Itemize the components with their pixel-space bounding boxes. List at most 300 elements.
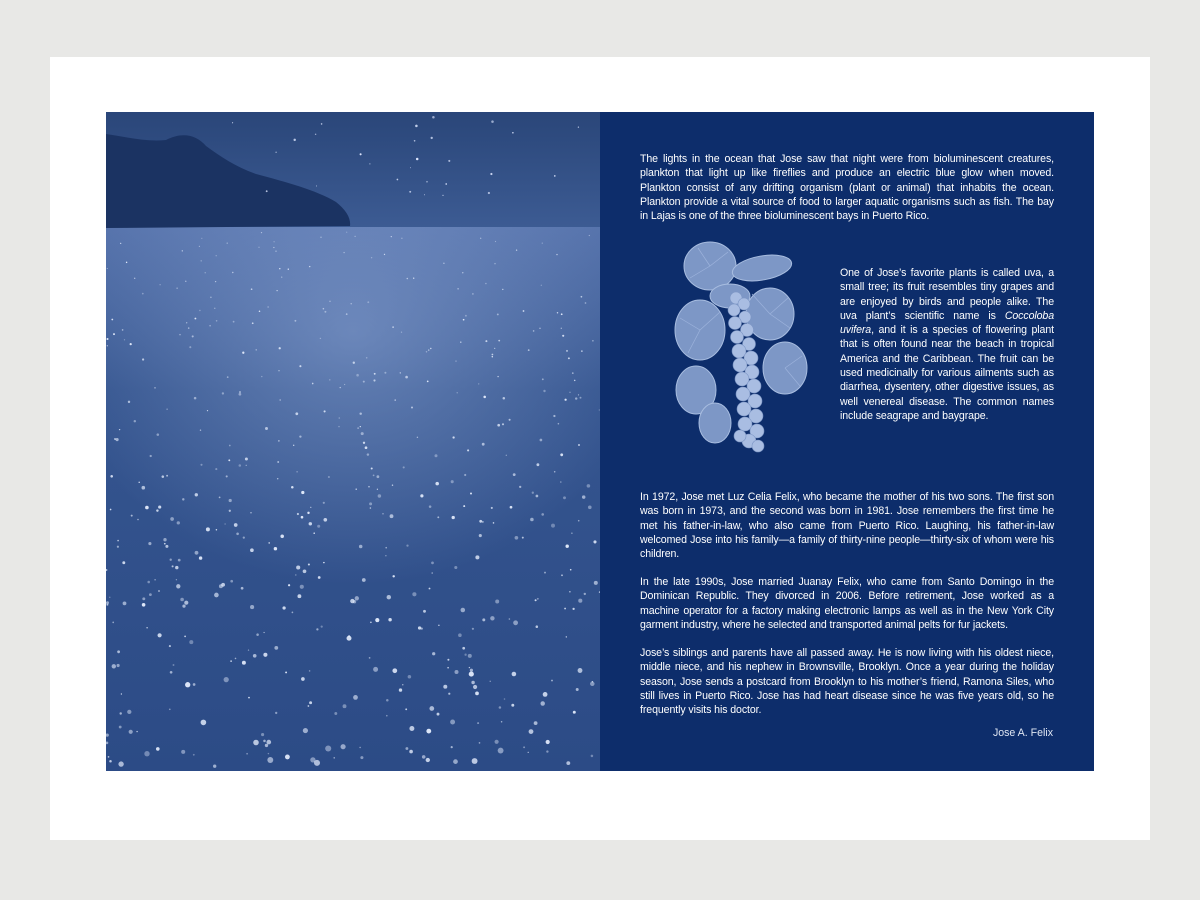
water-sparkle <box>363 381 365 383</box>
water-sparkle <box>245 458 248 461</box>
water-sparkle <box>460 341 461 342</box>
water-sparkle <box>334 712 337 715</box>
water-sparkle <box>185 682 190 687</box>
water-sparkle <box>453 759 458 764</box>
water-sparkle <box>363 442 365 444</box>
water-sparkle <box>110 475 113 478</box>
water-sparkle <box>277 478 278 479</box>
water-sparkle <box>478 383 479 384</box>
water-sparkle <box>177 521 180 524</box>
water-sparkle <box>110 509 112 511</box>
water-sparkle <box>582 495 585 498</box>
water-sparkle <box>370 622 372 624</box>
water-sparkle <box>519 486 521 488</box>
water-sparkle <box>495 740 499 744</box>
water-sparkle <box>516 249 517 250</box>
water-sparkle <box>387 595 391 599</box>
water-sparkle <box>117 540 119 542</box>
water-sparkle <box>122 329 124 331</box>
water-sparkle <box>109 760 112 763</box>
water-sparkle <box>313 532 315 534</box>
water-sparkle <box>482 521 484 523</box>
water-sparkle <box>310 507 311 508</box>
water-sparkle <box>483 396 486 399</box>
water-sparkle <box>230 580 233 583</box>
water-sparkle <box>490 616 494 620</box>
water-sparkle <box>589 235 590 236</box>
water-sparkle <box>472 293 474 295</box>
water-sparkle <box>539 328 540 329</box>
water-sparkle <box>452 516 455 519</box>
water-sparkle <box>482 443 485 446</box>
water-sparkle <box>418 626 421 629</box>
water-sparkle <box>477 722 479 724</box>
star <box>415 125 418 128</box>
water-sparkle <box>265 744 268 747</box>
water-sparkle <box>119 726 122 729</box>
water-sparkle <box>592 340 594 342</box>
water-sparkle <box>494 263 496 265</box>
water-sparkle <box>107 268 108 269</box>
water-sparkle <box>572 372 574 374</box>
water-sparkle <box>429 588 431 590</box>
water-sparkle <box>303 728 308 733</box>
water-sparkle <box>458 633 462 637</box>
water-sparkle <box>134 420 136 422</box>
water-sparkle <box>560 481 562 483</box>
water-sparkle <box>279 347 281 349</box>
water-sparkle <box>275 251 276 252</box>
water-sparkle <box>523 310 525 312</box>
water-sparkle <box>236 532 239 535</box>
water-sparkle <box>165 545 168 548</box>
water-sparkle <box>367 301 369 303</box>
water-sparkle <box>566 761 570 765</box>
water-sparkle <box>226 475 228 477</box>
water-sparkle <box>569 392 570 393</box>
water-sparkle <box>265 427 268 430</box>
water-sparkle <box>546 740 550 744</box>
water-sparkle <box>307 512 309 514</box>
water-sparkle <box>502 423 504 425</box>
star <box>442 195 443 196</box>
star <box>315 134 316 135</box>
star <box>266 190 268 192</box>
water-sparkle <box>291 486 294 489</box>
water-sparkle <box>429 505 432 508</box>
water-sparkle <box>473 685 477 689</box>
water-sparkle <box>385 555 386 556</box>
water-sparkle <box>566 636 567 637</box>
water-sparkle <box>279 399 281 401</box>
water-sparkle <box>413 278 414 279</box>
water-sparkle <box>513 620 518 625</box>
water-sparkle <box>259 311 261 313</box>
water-sparkle <box>173 664 175 666</box>
water-sparkle <box>528 752 529 753</box>
water-sparkle <box>205 272 206 273</box>
water-sparkle <box>359 747 360 748</box>
water-sparkle <box>288 584 290 586</box>
water-sparkle <box>576 688 579 691</box>
water-sparkle <box>451 746 453 748</box>
water-sparkle <box>534 721 538 725</box>
water-sparkle <box>457 288 459 290</box>
water-sparkle <box>377 475 380 478</box>
water-sparkle <box>233 321 235 323</box>
water-sparkle <box>206 527 210 531</box>
water-sparkle <box>455 360 456 361</box>
water-sparkle <box>554 471 556 473</box>
water-sparkle <box>591 755 594 758</box>
water-sparkle <box>268 753 269 754</box>
water-sparkle <box>494 348 495 349</box>
water-sparkle <box>324 410 326 412</box>
water-sparkle <box>475 555 479 559</box>
water-sparkle <box>438 625 439 626</box>
water-sparkle <box>513 473 516 476</box>
water-sparkle <box>261 376 262 377</box>
water-sparkle <box>157 433 160 436</box>
water-sparkle <box>235 658 237 660</box>
water-sparkle <box>530 518 534 522</box>
water-sparkle <box>498 340 500 342</box>
water-sparkle <box>296 565 300 569</box>
water-sparkle <box>246 465 247 466</box>
water-sparkle <box>176 579 177 580</box>
water-sparkle <box>542 378 544 380</box>
water-sparkle <box>320 237 321 238</box>
water-sparkle <box>422 755 426 759</box>
water-sparkle <box>343 252 344 253</box>
water-sparkle <box>154 387 155 388</box>
water-sparkle <box>506 455 507 456</box>
water-sparkle <box>200 464 202 466</box>
scientific-name: Coccoloba uvifera <box>840 309 1054 337</box>
water-sparkle <box>309 670 311 672</box>
water-sparkle <box>447 659 449 661</box>
water-sparkle <box>178 559 181 562</box>
water-sparkle <box>588 505 592 509</box>
water-sparkle <box>411 406 413 408</box>
water-sparkle <box>373 475 375 477</box>
water-sparkle <box>321 626 323 628</box>
water-sparkle <box>285 754 290 759</box>
water-sparkle <box>573 711 576 714</box>
water-sparkle <box>565 544 568 547</box>
water-sparkle <box>230 660 232 662</box>
water-sparkle <box>344 384 345 385</box>
water-sparkle <box>323 502 325 504</box>
water-sparkle <box>568 357 570 359</box>
water-sparkle <box>353 695 358 700</box>
water-sparkle <box>253 654 257 658</box>
water-sparkle <box>201 720 207 726</box>
water-sparkle <box>214 308 215 309</box>
water-sparkle <box>386 715 388 717</box>
water-sparkle <box>509 618 511 620</box>
water-sparkle <box>578 394 579 395</box>
water-sparkle <box>263 653 267 657</box>
water-sparkle <box>515 536 519 540</box>
water-sparkle <box>229 445 231 447</box>
water-sparkle <box>106 601 109 604</box>
water-sparkle <box>472 628 474 630</box>
water-sparkle <box>301 677 305 681</box>
water-sparkle <box>581 350 582 351</box>
water-sparkle <box>323 308 325 310</box>
water-sparkle <box>581 296 583 298</box>
water-sparkle <box>561 313 563 315</box>
water-sparkle <box>423 610 426 613</box>
water-sparkle <box>266 740 271 745</box>
water-sparkle <box>564 608 566 610</box>
water-sparkle <box>504 698 506 700</box>
water-sparkle <box>256 633 259 636</box>
water-sparkle <box>578 668 583 673</box>
water-sparkle <box>219 497 221 499</box>
water-sparkle <box>209 325 211 327</box>
water-sparkle <box>116 438 119 441</box>
water-sparkle <box>170 671 173 674</box>
water-sparkle <box>200 429 201 430</box>
water-sparkle <box>346 232 347 233</box>
star <box>321 123 323 125</box>
water-sparkle <box>273 247 274 248</box>
water-sparkle <box>158 633 162 637</box>
water-sparkle <box>575 397 577 399</box>
water-sparkle <box>467 449 469 451</box>
water-sparkle <box>297 594 301 598</box>
water-sparkle <box>142 597 145 600</box>
water-sparkle <box>495 600 499 604</box>
water-sparkle <box>216 255 217 256</box>
water-sparkle <box>159 284 160 285</box>
uva-text-part2: , and it is a species of flowering plant that is often found near the beach in tropical America and the Caribbean. The fruit can be used medicinally for various ailments such as diarrhea, dysentery, other digestive issues, as well venereal disease. The common names include seagrape and baygrape. <box>840 324 1054 422</box>
water-sparkle <box>163 538 166 541</box>
water-sparkle <box>323 562 324 563</box>
water-sparkle <box>553 415 555 417</box>
star <box>316 185 317 186</box>
water-sparkle <box>374 373 376 375</box>
water-sparkle <box>564 399 566 401</box>
water-sparkle <box>253 740 259 746</box>
water-sparkle <box>541 513 544 516</box>
water-sparkle <box>301 516 304 519</box>
water-sparkle <box>117 650 120 653</box>
water-sparkle <box>193 754 195 756</box>
water-sparkle <box>227 242 228 243</box>
ocean-illustration <box>106 112 600 771</box>
water-sparkle <box>400 372 401 373</box>
water-sparkle <box>250 548 254 552</box>
water-sparkle <box>285 671 287 673</box>
water-sparkle <box>189 346 191 348</box>
water-sparkle <box>399 688 402 691</box>
water-sparkle <box>463 319 465 321</box>
water-sparkle <box>224 677 229 682</box>
water-sparkle <box>427 381 429 383</box>
water-sparkle <box>558 423 560 425</box>
water-sparkle <box>475 692 479 696</box>
water-sparkle <box>435 454 438 457</box>
water-sparkle <box>263 632 264 633</box>
water-sparkle <box>454 566 457 569</box>
water-sparkle <box>430 348 431 349</box>
water-sparkle <box>250 605 254 609</box>
water-sparkle <box>584 593 586 595</box>
water-sparkle <box>164 543 166 545</box>
water-sparkle <box>276 290 277 291</box>
water-sparkle <box>448 693 450 695</box>
water-sparkle <box>121 693 122 694</box>
water-sparkle <box>353 600 356 603</box>
water-sparkle <box>251 288 253 290</box>
water-sparkle <box>578 520 580 522</box>
water-sparkle <box>566 350 568 352</box>
water-sparkle <box>107 345 108 346</box>
water-sparkle <box>365 446 368 449</box>
water-sparkle <box>308 705 310 707</box>
water-sparkle <box>367 453 369 455</box>
water-sparkle <box>401 238 402 239</box>
water-sparkle <box>470 669 473 672</box>
ocean-night-photo <box>106 112 600 771</box>
water-sparkle <box>523 746 525 748</box>
star <box>360 153 362 155</box>
water-sparkle <box>578 444 580 446</box>
water-sparkle <box>250 512 251 513</box>
water-sparkle <box>587 484 591 488</box>
water-sparkle <box>134 278 135 279</box>
water-sparkle <box>243 536 245 538</box>
water-sparkle <box>585 302 587 304</box>
water-sparkle <box>354 236 355 237</box>
water-sparkle <box>471 681 474 684</box>
water-sparkle <box>108 756 110 758</box>
water-sparkle <box>111 319 113 321</box>
water-sparkle <box>130 343 132 345</box>
star <box>414 140 416 142</box>
water-sparkle <box>309 266 310 267</box>
water-sparkle <box>378 494 381 497</box>
water-sparkle <box>541 285 542 286</box>
water-sparkle <box>282 606 285 609</box>
water-sparkle <box>369 657 371 659</box>
water-sparkle <box>297 513 299 515</box>
water-sparkle <box>179 334 181 336</box>
water-sparkle <box>169 708 171 710</box>
water-sparkle <box>239 464 242 467</box>
water-sparkle <box>409 750 413 754</box>
water-sparkle <box>316 628 318 630</box>
water-sparkle <box>544 572 546 574</box>
water-sparkle <box>117 546 119 548</box>
water-sparkle <box>258 247 259 248</box>
marriage-paragraph: In the late 1990s, Jose married Juanay Felix, who came from Santo Domingo in the Dominican Republic. They divorced in 2006. Before retirement, Jose worked as a machine operator for a factory making electronic lamps as well as in the New York City garment industry, where he selected and transported animal pelts for fur jackets. <box>640 576 1054 631</box>
water-sparkle <box>162 475 165 478</box>
water-sparkle <box>370 507 372 509</box>
water-sparkle <box>277 461 279 463</box>
water-sparkle <box>113 333 115 335</box>
star <box>578 126 579 127</box>
water-sparkle <box>464 654 466 656</box>
water-sparkle <box>117 664 120 667</box>
page-sheet <box>50 57 1150 840</box>
water-sparkle <box>470 492 472 494</box>
water-sparkle <box>252 322 254 324</box>
water-sparkle <box>224 523 225 524</box>
water-sparkle <box>119 429 120 430</box>
water-sparkle <box>462 272 463 273</box>
star <box>445 183 447 185</box>
water-sparkle <box>405 747 408 750</box>
bioluminescence-paragraph: The lights in the ocean that Jose saw that night were from bioluminescent creatures, plankton that light up like fireflies and produce an electric blue glow when moved. Plankton consist of any drifting organism (plant or animal) that inhabits the ocean. Plankton provide a vital source of food to larger aquatic organisms such as fish. The bay in Lajas is one of the three bioluminescent bays in Puerto Rico. <box>640 153 1054 223</box>
water-sparkle <box>216 320 218 322</box>
water-sparkle <box>188 327 189 328</box>
water-sparkle <box>246 753 248 755</box>
water-sparkle <box>435 482 439 486</box>
water-sparkle <box>388 618 391 621</box>
water-sparkle <box>296 471 298 473</box>
uva-text-part1: One of Jose’s favorite plants is called uva, a small tree; its fruit resembles tiny grapes and are enjoyed by birds and people alike. The uva plant’s scientific name is <box>840 267 1054 322</box>
star <box>232 122 233 123</box>
water-sparkle <box>384 372 386 374</box>
water-sparkle <box>437 516 439 518</box>
water-sparkle <box>338 426 339 427</box>
water-sparkle <box>292 612 294 614</box>
water-sparkle <box>461 608 466 613</box>
water-sparkle <box>194 318 196 320</box>
water-sparkle <box>563 496 566 499</box>
water-sparkle <box>540 701 544 705</box>
present-paragraph: Jose’s siblings and parents have all passed away. He is now living with his oldest niece, middle niece, and his nephew in Brownsville, Brooklyn. Once a year during the holiday season, Jose sends a postcard from Brooklyn to his mother’s friend, Ramona Siles, who still lives in Puerto Rico. Jose has had heart disease since he was five years old, so he frequently visits his doctor. <box>640 647 1054 717</box>
water-sparkle <box>199 246 200 247</box>
water-sparkle <box>405 708 407 710</box>
water-sparkle <box>299 365 301 367</box>
star <box>554 175 556 177</box>
water-sparkle <box>431 572 433 574</box>
water-sparkle <box>182 604 185 607</box>
water-sparkle <box>493 522 495 524</box>
water-sparkle <box>392 668 397 673</box>
water-sparkle <box>560 453 563 456</box>
water-sparkle <box>343 704 347 708</box>
water-sparkle <box>229 499 232 502</box>
water-sparkle <box>373 379 375 381</box>
water-sparkle <box>145 506 149 510</box>
water-sparkle <box>359 412 361 414</box>
water-sparkle <box>497 313 499 315</box>
water-sparkle <box>214 593 219 598</box>
water-sparkle <box>497 376 498 377</box>
water-sparkle <box>546 750 548 752</box>
water-sparkle <box>293 445 294 446</box>
water-sparkle <box>216 529 218 531</box>
water-sparkle <box>128 401 130 403</box>
water-sparkle <box>408 675 412 679</box>
water-sparkle <box>362 578 366 582</box>
water-sparkle <box>492 356 493 357</box>
water-sparkle <box>426 351 428 353</box>
water-sparkle <box>144 751 149 756</box>
water-sparkle <box>361 432 364 435</box>
water-sparkle <box>248 697 250 699</box>
water-sparkle <box>542 242 543 243</box>
water-sparkle <box>510 506 513 509</box>
water-sparkle <box>437 713 440 716</box>
water-sparkle <box>502 289 503 290</box>
